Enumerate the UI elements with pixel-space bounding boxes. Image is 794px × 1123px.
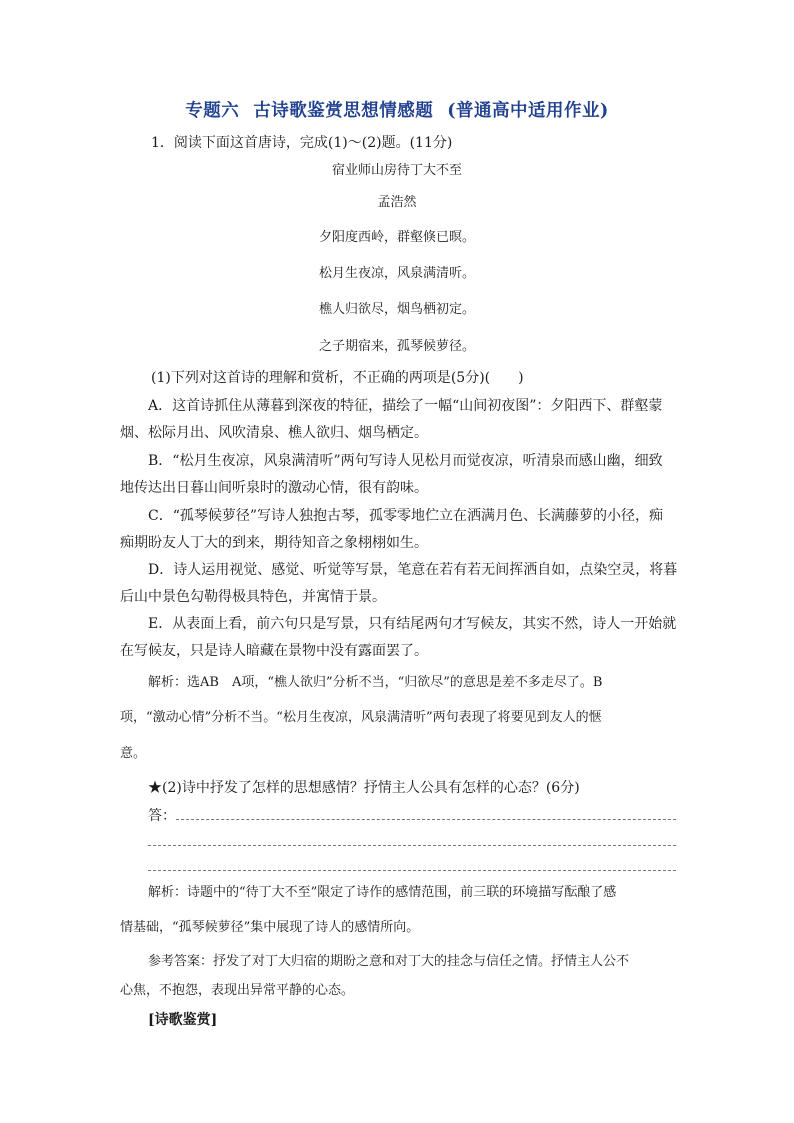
answer-label: 答： bbox=[148, 808, 176, 824]
option-d-line2: 后山中景色勾勒得极具特色，并寓情于景。 bbox=[120, 589, 386, 605]
option-a-line1: A．这首诗抓住从薄暮到深夜的特征，描绘了一幅“山间初夜图”：夕阳西下、群壑蒙 bbox=[148, 398, 663, 414]
question-intro: 1．阅读下面这首唐诗，完成(1)～(2)题。(11分) bbox=[151, 135, 453, 151]
title-part2: 古诗歌鉴赏思想情感题 bbox=[253, 101, 434, 121]
reference-answer-line1: 参考答案：抒发了对丁大归宿的期盼之意和对丁大的挂念与信任之情。抒情主人公不 bbox=[148, 954, 630, 969]
analysis-2-line1: 解析：诗题中的“待丁大不至”限定了诗作的感情范围，前三联的环境描写酝酿了感 bbox=[148, 885, 617, 900]
answer-line[interactable] bbox=[148, 870, 676, 871]
option-b-line1: B．“松月生夜凉，风泉满清听”两句写诗人见松月而觉夜凉，听清泉而感山幽，细致 bbox=[148, 453, 663, 469]
analysis-2-line2: 情基础，“孤琴候萝径”集中展现了诗人的感情所向。 bbox=[120, 920, 420, 935]
poem-line: 之子期宿来，孤琴候萝径。 bbox=[318, 339, 475, 354]
page-title bbox=[0, 97, 794, 122]
reference-answer-line2: 心焦，不抱怨，表现出异常平静的心态。 bbox=[120, 983, 355, 998]
option-c-line1: C．“孤琴候萝径”写诗人独抱古琴，孤零零地伫立在洒满月色、长满藤萝的小径，痴 bbox=[148, 508, 664, 524]
poem-title: 宿业师山房待丁大不至 bbox=[331, 163, 462, 178]
option-a-line2: 烟、松际月出、风吹清泉、樵人欲归、烟鸟栖定。 bbox=[120, 425, 428, 441]
poem-line: 夕阳度西岭，群壑倏已暝。 bbox=[318, 230, 475, 245]
title-part1: 专题六 bbox=[185, 101, 240, 121]
option-e-line2: 在写候友，只是诗人暗藏在景物中没有露面罢了。 bbox=[120, 643, 428, 659]
poem-author: 孟浩然 bbox=[377, 195, 417, 210]
analysis-1-line1: 解析：选AB A项，“樵人欲归”分析不当，“归欲尽”的意思是差不多走尽了。B bbox=[148, 675, 603, 690]
option-c-line2: 痴期盼友人丁大的到来，期待知音之象栩栩如生。 bbox=[120, 535, 428, 551]
title-part3: (普通高中适用作业) bbox=[447, 101, 609, 121]
answer-line[interactable] bbox=[176, 819, 676, 820]
sub-question-1-stem: (1)下列对这首诗的理解和赏析，不正确的两项是(5分)( ) bbox=[151, 370, 524, 386]
poem-line: 松月生夜凉，风泉满清听。 bbox=[318, 266, 475, 281]
analysis-1-line2: 项，“激动心情”分析不当。“松月生夜凉，风泉满清听”两句表现了将要见到友人的惬 bbox=[120, 710, 602, 725]
option-d-line1: D．诗人运用视觉、感觉、听觉等写景，笔意在若有若无间挥洒自如，点染空灵，将暮 bbox=[148, 562, 678, 578]
answer-row bbox=[148, 805, 676, 825]
answer-line[interactable] bbox=[148, 845, 676, 846]
sub-question-2-stem: ★(2)诗中抒发了怎样的思想感情？抒情主人公具有怎样的心态？(6分) bbox=[148, 780, 580, 796]
analysis-1-line3: 意。 bbox=[120, 746, 147, 761]
poem-line: 樵人归欲尽，烟鸟栖初定。 bbox=[318, 302, 475, 317]
option-e-line1: E．从表面上看，前六句只是写景，只有结尾两句才写候友，其实不然，诗人一开始就 bbox=[148, 616, 677, 632]
option-b-line2: 地传达出日暮山间听泉时的激动心情，很有韵味。 bbox=[120, 480, 428, 496]
section-tag: [诗歌鉴赏] bbox=[148, 1012, 218, 1028]
